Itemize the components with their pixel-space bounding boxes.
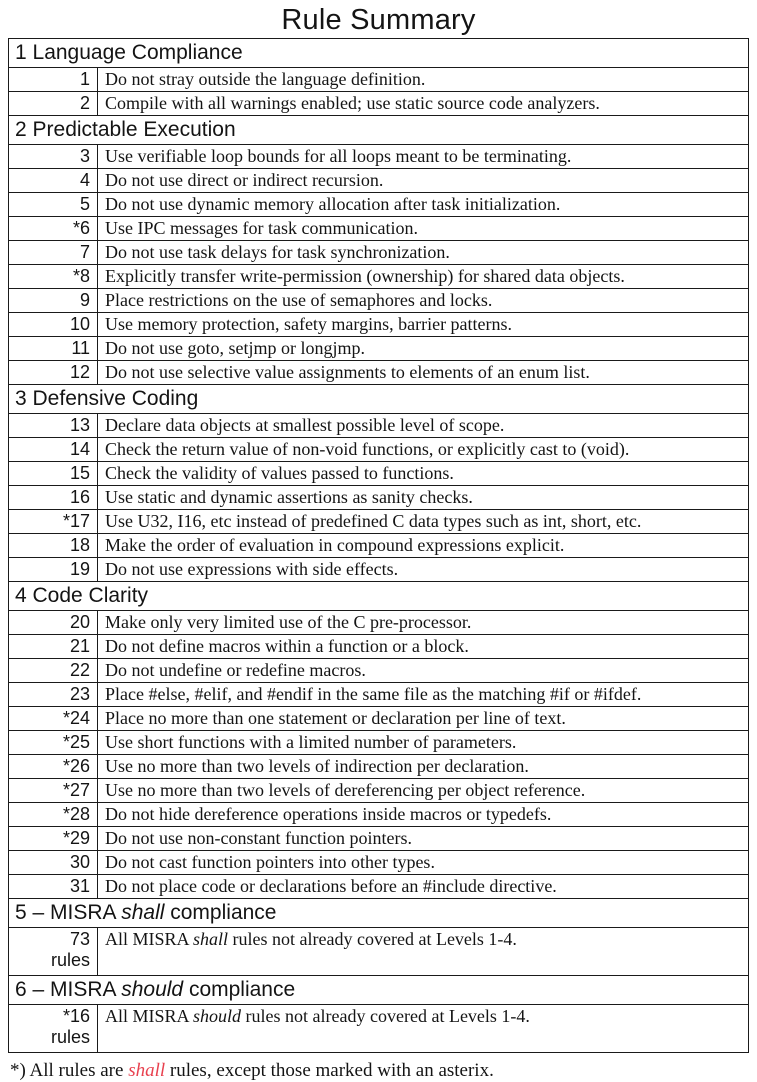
rule-row — [9, 68, 749, 92]
text-part: Check the validity of values passed to functions. — [105, 463, 454, 483]
text-part: compliance — [183, 978, 296, 1001]
text-part: 3 Defensive Coding — [15, 387, 199, 410]
rule-text-cell — [98, 438, 749, 462]
rule-row — [9, 827, 749, 851]
text-part: Use U32, I16, etc instead of predefined C data types such as int, short, etc. — [105, 511, 642, 531]
emphasis-text: shall — [193, 929, 229, 949]
rule-text-cell — [98, 68, 749, 92]
emphasis-text: should — [121, 978, 184, 1001]
rule-row — [9, 611, 749, 635]
rule-number: 16 — [69, 487, 90, 507]
rule-number: 14 — [69, 439, 90, 459]
rule-row — [9, 510, 749, 534]
rule-number: *27 — [62, 780, 90, 800]
text-part: All MISRA — [105, 929, 194, 949]
rule-number: *25 — [62, 732, 90, 752]
section-header-row — [9, 39, 749, 68]
rule-number: *26 — [62, 756, 90, 776]
rule-number-cell — [9, 534, 98, 558]
rule-row — [9, 438, 749, 462]
section-header-row — [9, 582, 749, 611]
rule-number: *16 — [62, 1006, 90, 1026]
rule-number: 4 — [79, 170, 90, 190]
rule-text-cell — [98, 611, 749, 635]
rule-text-cell — [98, 169, 749, 193]
rule-text-cell — [98, 145, 749, 169]
rule-text-cell — [98, 241, 749, 265]
rule-number-cell — [9, 361, 98, 385]
text-part: Place restrictions on the use of semaphores and locks. — [105, 290, 493, 310]
rule-number-cell — [9, 611, 98, 635]
rule-row — [9, 414, 749, 438]
rule-number: 15 — [69, 463, 90, 483]
rule-number-sub: rules — [50, 950, 90, 970]
rule-row — [9, 462, 749, 486]
rule-number: *24 — [62, 708, 90, 728]
text-part: Do not hide dereference operations inside macros or typedefs. — [105, 804, 552, 824]
rule-number-cell — [9, 803, 98, 827]
rule-text-cell — [98, 337, 749, 361]
text-part: Do not define macros within a function or a block. — [105, 636, 469, 656]
rule-row — [9, 683, 749, 707]
rule-row — [9, 875, 749, 899]
rule-row — [9, 803, 749, 827]
text-part: Check the return value of non-void functions, or explicitly cast to (void). — [105, 439, 630, 459]
rule-number: 30 — [69, 852, 90, 872]
rule-number: 11 — [71, 338, 90, 358]
rule-number-cell — [9, 683, 98, 707]
rule-row — [9, 558, 749, 582]
rule-number-cell — [9, 779, 98, 803]
rule-number: 2 — [79, 93, 90, 113]
section-header-row — [9, 116, 749, 145]
rule-text-cell — [98, 313, 749, 337]
section-header-row — [9, 899, 749, 928]
rule-number-cell — [9, 193, 98, 217]
rule-number-cell — [9, 462, 98, 486]
rule-number-cell — [9, 217, 98, 241]
rule-text-cell — [98, 635, 749, 659]
rule-number-cell — [9, 313, 98, 337]
text-part: Use no more than two levels of indirection per declaration. — [105, 756, 529, 776]
rule-row — [9, 1005, 749, 1053]
rule-number: 73 — [69, 929, 90, 949]
text-part: *) All rules are — [10, 1060, 129, 1081]
rule-text-cell — [98, 217, 749, 241]
text-part: Use static and dynamic assertions as sanity checks. — [105, 487, 473, 507]
rule-number-sub: rules — [50, 1027, 90, 1047]
rule-row — [9, 928, 749, 976]
text-part: Do not use goto, setjmp or longjmp. — [105, 338, 365, 358]
emphasis-text: should — [193, 1006, 242, 1026]
text-part: Do not use non-constant function pointers. — [105, 828, 412, 848]
rule-number: 9 — [79, 290, 90, 310]
text-part: Do not use task delays for task synchronization. — [105, 242, 450, 262]
rule-number: 5 — [79, 194, 90, 214]
rule-text-cell — [98, 1005, 749, 1053]
rule-text-cell — [98, 659, 749, 683]
section-header-row — [9, 976, 749, 1005]
emphasis-text: shall — [121, 901, 165, 924]
text-part: Make the order of evaluation in compound expressions explicit. — [105, 535, 565, 555]
rule-text-cell — [98, 827, 749, 851]
text-part: Declare data objects at smallest possible level of scope. — [105, 415, 505, 435]
rule-text-cell — [98, 534, 749, 558]
rule-row — [9, 534, 749, 558]
text-part: compliance — [164, 901, 277, 924]
rule-row — [9, 265, 749, 289]
rule-text-cell — [98, 265, 749, 289]
rule-text-cell — [98, 875, 749, 899]
rule-number-cell — [9, 928, 98, 976]
rule-number: 21 — [69, 636, 90, 656]
rule-text-cell — [98, 289, 749, 313]
rule-number: 1 — [79, 69, 90, 89]
rule-text-cell — [98, 361, 749, 385]
rule-number: 13 — [69, 415, 90, 435]
text-part: 1 Language Compliance — [15, 41, 243, 64]
text-part: Do not cast function pointers into other types. — [105, 852, 435, 872]
rule-row — [9, 289, 749, 313]
rule-text-cell — [98, 851, 749, 875]
text-part: Do not place code or declarations before an #include directive. — [105, 876, 557, 896]
rule-number-cell — [9, 289, 98, 313]
rule-number-cell — [9, 851, 98, 875]
section-header — [9, 899, 749, 928]
rule-number-cell — [9, 92, 98, 116]
rule-row — [9, 707, 749, 731]
text-part: Do not use expressions with side effects. — [105, 559, 399, 579]
rule-row — [9, 635, 749, 659]
rule-number: 3 — [79, 146, 90, 166]
section-header — [9, 385, 749, 414]
rule-row — [9, 241, 749, 265]
rule-text-cell — [98, 193, 749, 217]
text-part: Do not use dynamic memory allocation after task initialization. — [105, 194, 561, 214]
text-part: 5 – MISRA — [15, 901, 122, 924]
text-part: 6 – MISRA — [15, 978, 122, 1001]
rule-text-cell — [98, 414, 749, 438]
text-part: Use IPC messages for task communication. — [105, 218, 418, 238]
rule-row — [9, 145, 749, 169]
rule-row — [9, 731, 749, 755]
footnote — [10, 1060, 757, 1082]
rule-number-cell — [9, 486, 98, 510]
rule-row — [9, 337, 749, 361]
rule-number-cell — [9, 337, 98, 361]
rule-number-cell — [9, 414, 98, 438]
rule-text-cell — [98, 486, 749, 510]
rule-number-cell — [9, 241, 98, 265]
rule-number-cell — [9, 68, 98, 92]
rule-text-cell — [98, 755, 749, 779]
rule-number: *6 — [72, 218, 90, 238]
rule-number: 18 — [69, 535, 90, 555]
rule-text-cell — [98, 928, 749, 976]
rule-number: 31 — [69, 876, 90, 896]
section-header — [9, 116, 749, 145]
text-part: 2 Predictable Execution — [15, 118, 236, 141]
text-part: Use verifiable loop bounds for all loops meant to be terminating. — [105, 146, 572, 166]
rule-row — [9, 659, 749, 683]
rule-number-cell — [9, 755, 98, 779]
rule-row — [9, 851, 749, 875]
rule-number: *8 — [72, 266, 90, 286]
rule-number: 20 — [69, 612, 90, 632]
rule-row — [9, 92, 749, 116]
text-part: Make only very limited use of the C pre-processor. — [105, 612, 472, 632]
rule-number: *17 — [62, 511, 90, 531]
section-header — [9, 976, 749, 1005]
rule-number-cell — [9, 145, 98, 169]
rule-number-cell — [9, 827, 98, 851]
text-part: rules not already covered at Levels 1-4. — [241, 1006, 530, 1026]
rule-number-cell — [9, 1005, 98, 1053]
text-part: rules not already covered at Levels 1-4. — [228, 929, 517, 949]
rule-text-cell — [98, 558, 749, 582]
rule-text-cell — [98, 779, 749, 803]
rule-number-cell — [9, 875, 98, 899]
rule-number-cell — [9, 635, 98, 659]
text-part: Do not use selective value assignments to elements of an enum list. — [105, 362, 590, 382]
text-part: Do not stray outside the language definition. — [105, 69, 426, 89]
rule-number-cell — [9, 510, 98, 534]
section-header-row — [9, 385, 749, 414]
text-part: Use memory protection, safety margins, barrier patterns. — [105, 314, 513, 334]
text-part: rules, except those marked with an asterix. — [165, 1060, 494, 1081]
rule-number-cell — [9, 558, 98, 582]
rule-row — [9, 486, 749, 510]
rule-text-cell — [98, 92, 749, 116]
rule-number: 12 — [69, 362, 90, 382]
rule-number-cell — [9, 731, 98, 755]
rule-number: 19 — [69, 559, 90, 579]
rule-row — [9, 313, 749, 337]
rule-number-cell — [9, 659, 98, 683]
text-part: Use short functions with a limited number of parameters. — [105, 732, 517, 752]
rule-row — [9, 779, 749, 803]
text-part: Do not undefine or redefine macros. — [105, 660, 366, 680]
text-part: Compile with all warnings enabled; use static source code analyzers. — [105, 93, 600, 113]
section-header — [9, 39, 749, 68]
rule-number: 23 — [69, 684, 90, 704]
text-part: All MISRA — [105, 1006, 194, 1026]
text-part: Place no more than one statement or declaration per line of text. — [105, 708, 566, 728]
rule-number: *28 — [62, 804, 90, 824]
rule-number-cell — [9, 265, 98, 289]
rule-row — [9, 361, 749, 385]
text-part: Place #else, #elif, and #endif in the same file as the matching #if or #ifdef. — [105, 684, 642, 704]
rule-number: 10 — [69, 314, 90, 334]
rule-number-cell — [9, 707, 98, 731]
rule-text-cell — [98, 731, 749, 755]
rule-row — [9, 217, 749, 241]
rule-text-cell — [98, 707, 749, 731]
rule-number-cell — [9, 438, 98, 462]
rule-text-cell — [98, 803, 749, 827]
text-part: 4 Code Clarity — [15, 584, 149, 607]
rule-row — [9, 193, 749, 217]
rule-row — [9, 169, 749, 193]
rule-text-cell — [98, 462, 749, 486]
text-part: Explicitly transfer write-permission (ownership) for shared data objects. — [105, 266, 625, 286]
rule-text-cell — [98, 683, 749, 707]
rule-number: 22 — [69, 660, 90, 680]
text-part: Do not use direct or indirect recursion. — [105, 170, 384, 190]
rule-number-cell — [9, 169, 98, 193]
rule-number: 7 — [79, 242, 90, 262]
rule-row — [9, 755, 749, 779]
text-part: Use no more than two levels of dereferencing per object reference. — [105, 780, 586, 800]
page-title: Rule Summary — [281, 4, 476, 36]
section-header — [9, 582, 749, 611]
rule-number: *29 — [62, 828, 90, 848]
rule-summary-table — [8, 38, 749, 1053]
rule-text-cell — [98, 510, 749, 534]
emphasis-text: shall — [128, 1060, 166, 1081]
